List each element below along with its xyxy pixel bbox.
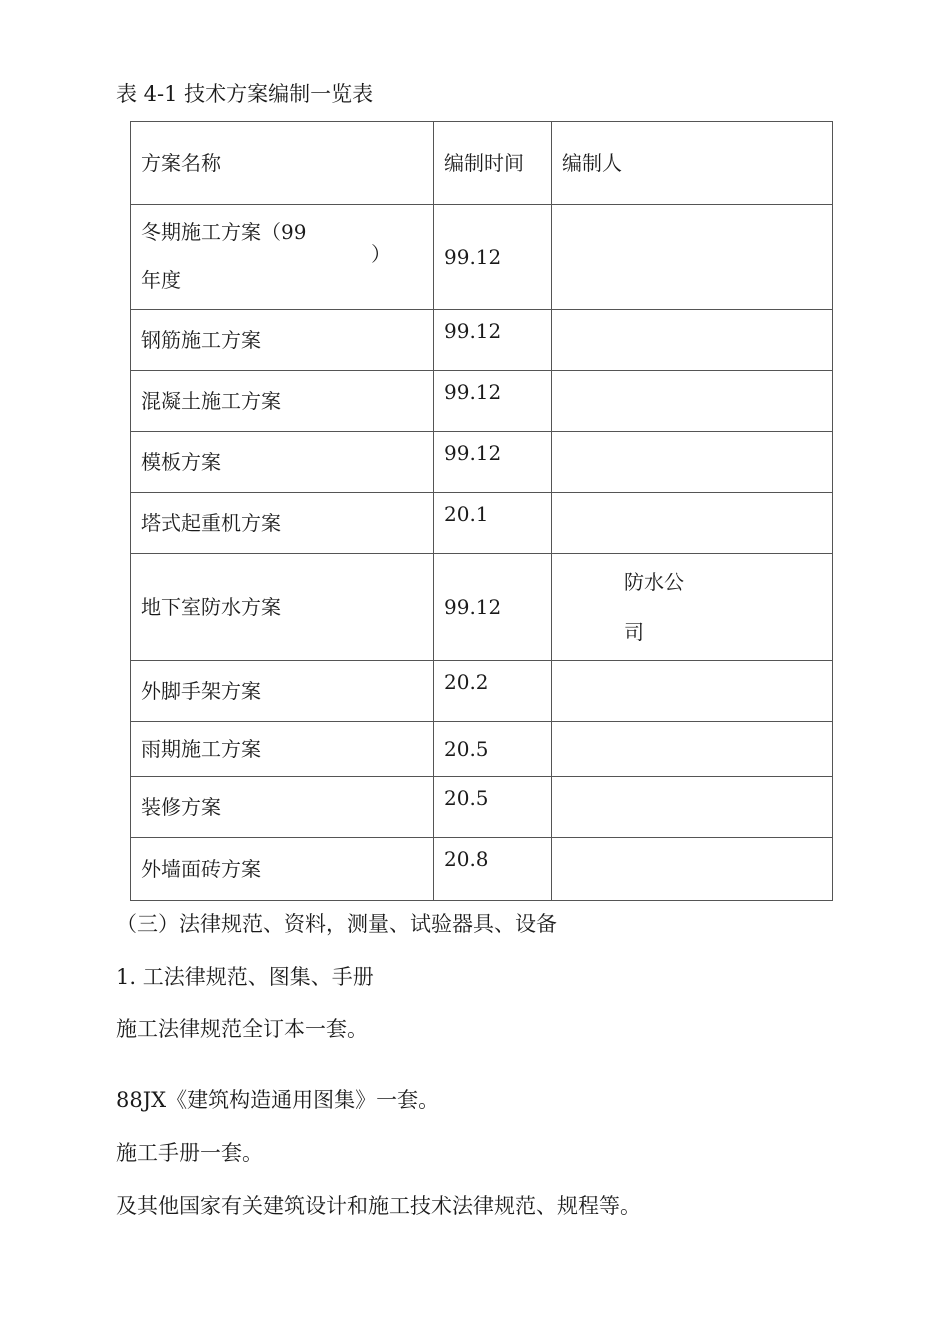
author-cell: [552, 205, 833, 310]
table-row: [131, 205, 833, 310]
table-row: [131, 661, 833, 722]
date-cell: 99.12: [434, 432, 552, 493]
author-cell: [552, 777, 833, 838]
plan-name-cell: 混凝土施工方案: [131, 371, 434, 432]
header-date: 编制时间: [434, 122, 552, 205]
plan-name-cell: 塔式起重机方案: [131, 493, 434, 554]
table-header-row: [131, 122, 833, 205]
table-row: [131, 310, 833, 371]
plan-name-line2: 年度: [141, 268, 181, 292]
body-paragraph: 施工法律规范全订本一套。: [116, 1017, 368, 1041]
plan-name-line1: 冬期施工方案（99: [141, 220, 307, 244]
section-heading: （三）法律规范、资料，测量、试验器具、设备: [116, 912, 557, 936]
date-cell: 99.12: [434, 205, 552, 310]
plan-name-cell: 模板方案: [131, 432, 434, 493]
table-row: [131, 554, 833, 661]
author-line1: 防水公: [624, 570, 684, 594]
technical-plan-table: [130, 121, 833, 901]
author-cell: [552, 371, 833, 432]
plan-name-cell: 外墙面砖方案: [131, 838, 434, 901]
header-author: 编制人: [552, 122, 833, 205]
body-paragraph: 施工手册一套。: [116, 1141, 263, 1165]
author-cell: [552, 310, 833, 371]
date-cell: 20.2: [434, 661, 552, 722]
author-cell: [552, 722, 833, 777]
plan-name-paren: ）: [371, 242, 391, 266]
body-paragraph: 及其他国家有关建筑设计和施工技术法律规范、规程等。: [116, 1194, 641, 1218]
header-plan-name: 方案名称: [131, 122, 434, 205]
author-cell: [552, 432, 833, 493]
plan-name-cell: 地下室防水方案: [131, 554, 434, 661]
plan-name-cell: 钢筋施工方案: [131, 310, 434, 371]
author-cell: [552, 493, 833, 554]
date-cell: 99.12: [434, 554, 552, 661]
plan-name-cell: 装修方案: [131, 777, 434, 838]
author-cell: [552, 661, 833, 722]
author-line2: 司: [624, 620, 644, 644]
date-cell: 20.5: [434, 777, 552, 838]
plan-name-cell: 雨期施工方案: [131, 722, 434, 777]
date-cell: 99.12: [434, 310, 552, 371]
date-cell: 99.12: [434, 371, 552, 432]
subsection-heading: 1. 工法律规范、图集、手册: [116, 965, 374, 989]
plan-name-cell: [131, 205, 434, 310]
author-cell: [552, 838, 833, 901]
body-paragraph: 88JX《建筑构造通用图集》一套。: [116, 1088, 440, 1112]
plan-name-cell: 外脚手架方案: [131, 661, 434, 722]
table-row: [131, 838, 833, 901]
table-row: [131, 777, 833, 838]
table-row: [131, 432, 833, 493]
table-caption: 表 4-1 技术方案编制一览表: [116, 82, 374, 106]
table-row: [131, 371, 833, 432]
date-cell: 20.8: [434, 838, 552, 901]
date-cell: 20.1: [434, 493, 552, 554]
date-cell: 20.5: [434, 722, 552, 777]
author-cell: [552, 554, 833, 661]
table-row: [131, 493, 833, 554]
table-row: [131, 722, 833, 777]
